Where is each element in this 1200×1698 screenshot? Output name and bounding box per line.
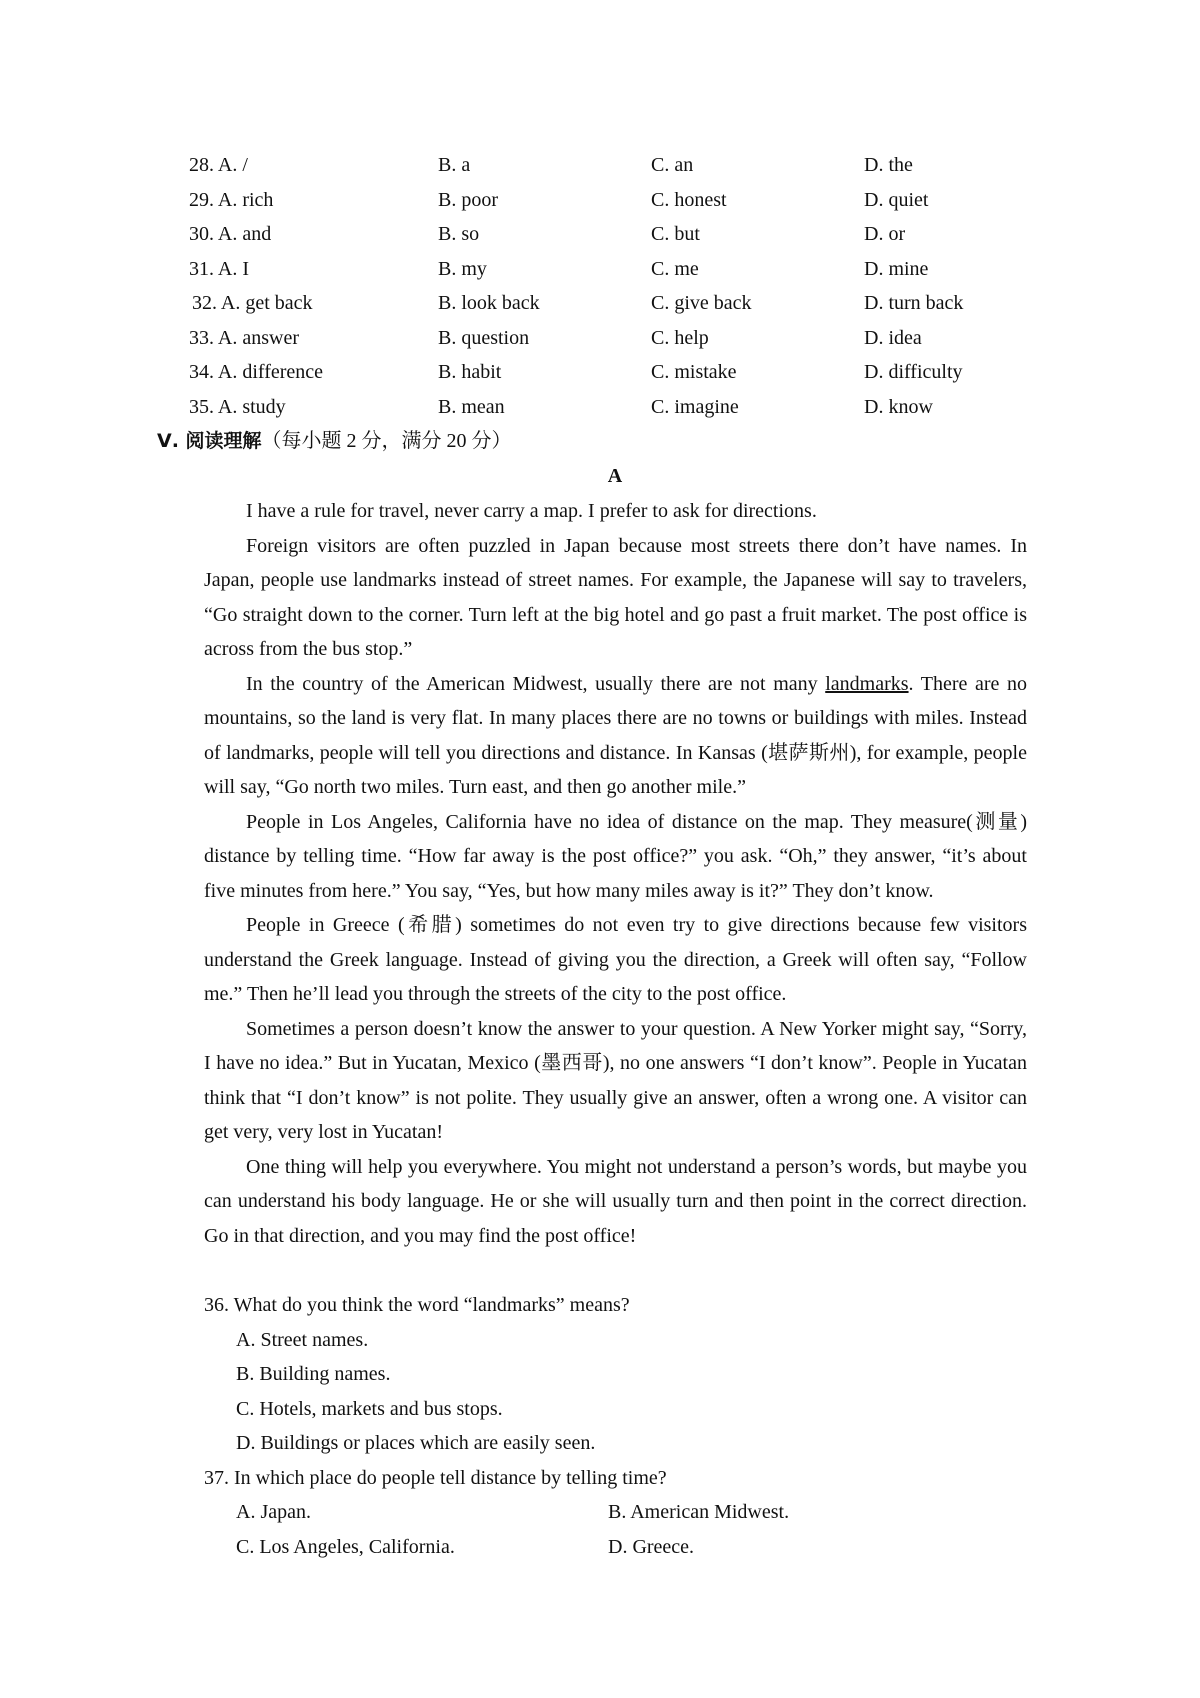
question-37-option-a: A. Japan. — [236, 1501, 311, 1523]
underlined-word-landmarks: landmarks — [825, 672, 909, 695]
option-31-a: 31. A. I — [189, 257, 249, 280]
option-29-c: C. honest — [651, 188, 727, 211]
option-32-a: 32. A. get back — [192, 292, 313, 314]
comprehension-questions — [204, 1288, 1027, 1564]
option-33-b: B. question — [438, 326, 530, 349]
option-31-d: D. mine — [864, 257, 929, 280]
option-33-d: D. idea — [864, 326, 922, 349]
passage-paragraph-7: One thing will help you everywhere. You might not understand a person’s words, but maybe you can understand his body language. He or she will usually turn and then point in the correct direction. Go in that direction, and you may find the post office! — [204, 1155, 1027, 1247]
question-36-stem: 36. What do you think the word “landmarks” means? — [204, 1294, 630, 1316]
option-35-b: B. mean — [438, 395, 505, 418]
option-31-c: C. me — [651, 257, 699, 280]
options-row-32 — [189, 286, 1049, 321]
passage-letter: A — [607, 465, 623, 487]
options-row-28 — [189, 148, 1049, 183]
option-35-d: D. know — [864, 395, 933, 418]
option-28-a: 28. A. / — [189, 154, 248, 176]
section-title: Ⅴ. 阅读理解 — [157, 430, 262, 452]
paragraph-3-end: . There are no mountains, so the land is very flat. In many places there are no towns or buildings with miles. Instead of landmarks, people will tell you directions and distance. In Kansas (堪萨斯州), for example, people will say, “Go north two miles. Turn east, and then go another mile.” — [204, 672, 1027, 798]
passage-paragraph-3 — [204, 667, 1027, 805]
option-34-a: 34. A. difference — [189, 361, 324, 383]
option-35-c: C. imagine — [651, 395, 739, 418]
option-32-b: B. look back — [438, 292, 540, 314]
options-row-30 — [189, 217, 1049, 252]
paragraph-3-start: In the country of the American Midwest, usually there are not many — [246, 672, 826, 695]
option-34-b: B. habit — [438, 361, 502, 383]
cloze-options-table — [189, 148, 1049, 424]
section-heading — [157, 424, 512, 458]
option-30-c: C. but — [651, 223, 700, 245]
option-28-c: C. an — [651, 154, 694, 176]
passage-paragraph-2: Foreign visitors are often puzzled in Japan because most streets there don’t have names. In Japan, people use landmarks instead of street names. For example, the Japanese will say to travelers, “Go straight down to the corner. Turn left at the big hotel and go past a fruit market. The post office is across from the bus stop.” — [204, 534, 1027, 660]
question-36-option-a: A. Street names. — [236, 1328, 369, 1351]
passage-paragraph-5: People in Greece (希腊) sometimes do not even try to give directions because few visitors understand the Greek language. Instead of giving you the direction, a Greek will often say, “Follow me.” Then he’ll lead you through the streets of the city to the post office. — [204, 914, 1027, 1005]
options-row-29 — [189, 183, 1049, 218]
option-28-d: D. the — [864, 154, 913, 176]
option-30-b: B. so — [438, 223, 480, 245]
option-34-d: D. difficulty — [864, 361, 963, 383]
question-37-option-b: B. American Midwest. — [608, 1501, 790, 1523]
passage-paragraph-1: I have a rule for travel, never carry a map. I prefer to ask for directions. — [246, 500, 817, 522]
option-33-c: C. help — [651, 326, 709, 349]
question-37-stem: 37. In which place do people tell distance by telling time? — [204, 1466, 667, 1489]
option-33-a: 33. A. answer — [189, 326, 299, 349]
option-29-d: D. quiet — [864, 188, 929, 211]
option-30-a: 30. A. and — [189, 223, 272, 245]
question-37-option-c: C. Los Angeles, California. — [236, 1535, 455, 1558]
option-28-b: B. a — [438, 154, 471, 176]
question-36-option-b: B. Building names. — [236, 1363, 391, 1385]
option-29-a: 29. A. rich — [189, 188, 274, 211]
option-32-d: D. turn back — [864, 292, 964, 314]
options-row-31 — [189, 252, 1049, 287]
option-30-d: D. or — [864, 223, 906, 245]
question-36-option-c: C. Hotels, markets and bus stops. — [236, 1397, 503, 1420]
section-note: （每小题 2 分，满分 20 分） — [261, 430, 512, 452]
options-row-35 — [189, 390, 1049, 425]
option-35-a: 35. A. study — [189, 395, 286, 418]
options-row-34 — [189, 355, 1049, 390]
question-37-options-row-2 — [204, 1530, 1027, 1565]
options-row-33 — [189, 321, 1049, 356]
passage-paragraph-6: Sometimes a person doesn’t know the answer to your question. A New Yorker might say, “Sorry, I have no idea.” But in Yucatan, Mexico (墨西哥), no one answers “I don’t know”. People in Yucatan think that “I don’t know” is not polite. They usually give an answer, often a wrong one. A visitor can get very, very lost in Yucatan! — [204, 1017, 1027, 1143]
option-31-b: B. my — [438, 257, 487, 280]
passage-paragraph-4: People in Los Angeles, California have no idea of distance on the map. They measure(测量) distance by telling time. “How far away is the post office?” you ask. “Oh,” they answer, “it’s about five minutes from here.” You say, “Yes, but how many miles away is it?” They don’t know. — [204, 810, 1027, 902]
option-32-c: C. give back — [651, 292, 752, 314]
question-37-option-d: D. Greece. — [608, 1535, 695, 1558]
question-37-options-row-1 — [204, 1495, 1027, 1530]
reading-passage — [204, 494, 1027, 1253]
question-36-option-d: D. Buildings or places which are easily seen. — [236, 1432, 596, 1454]
option-29-b: B. poor — [438, 188, 498, 211]
option-34-c: C. mistake — [651, 361, 737, 383]
